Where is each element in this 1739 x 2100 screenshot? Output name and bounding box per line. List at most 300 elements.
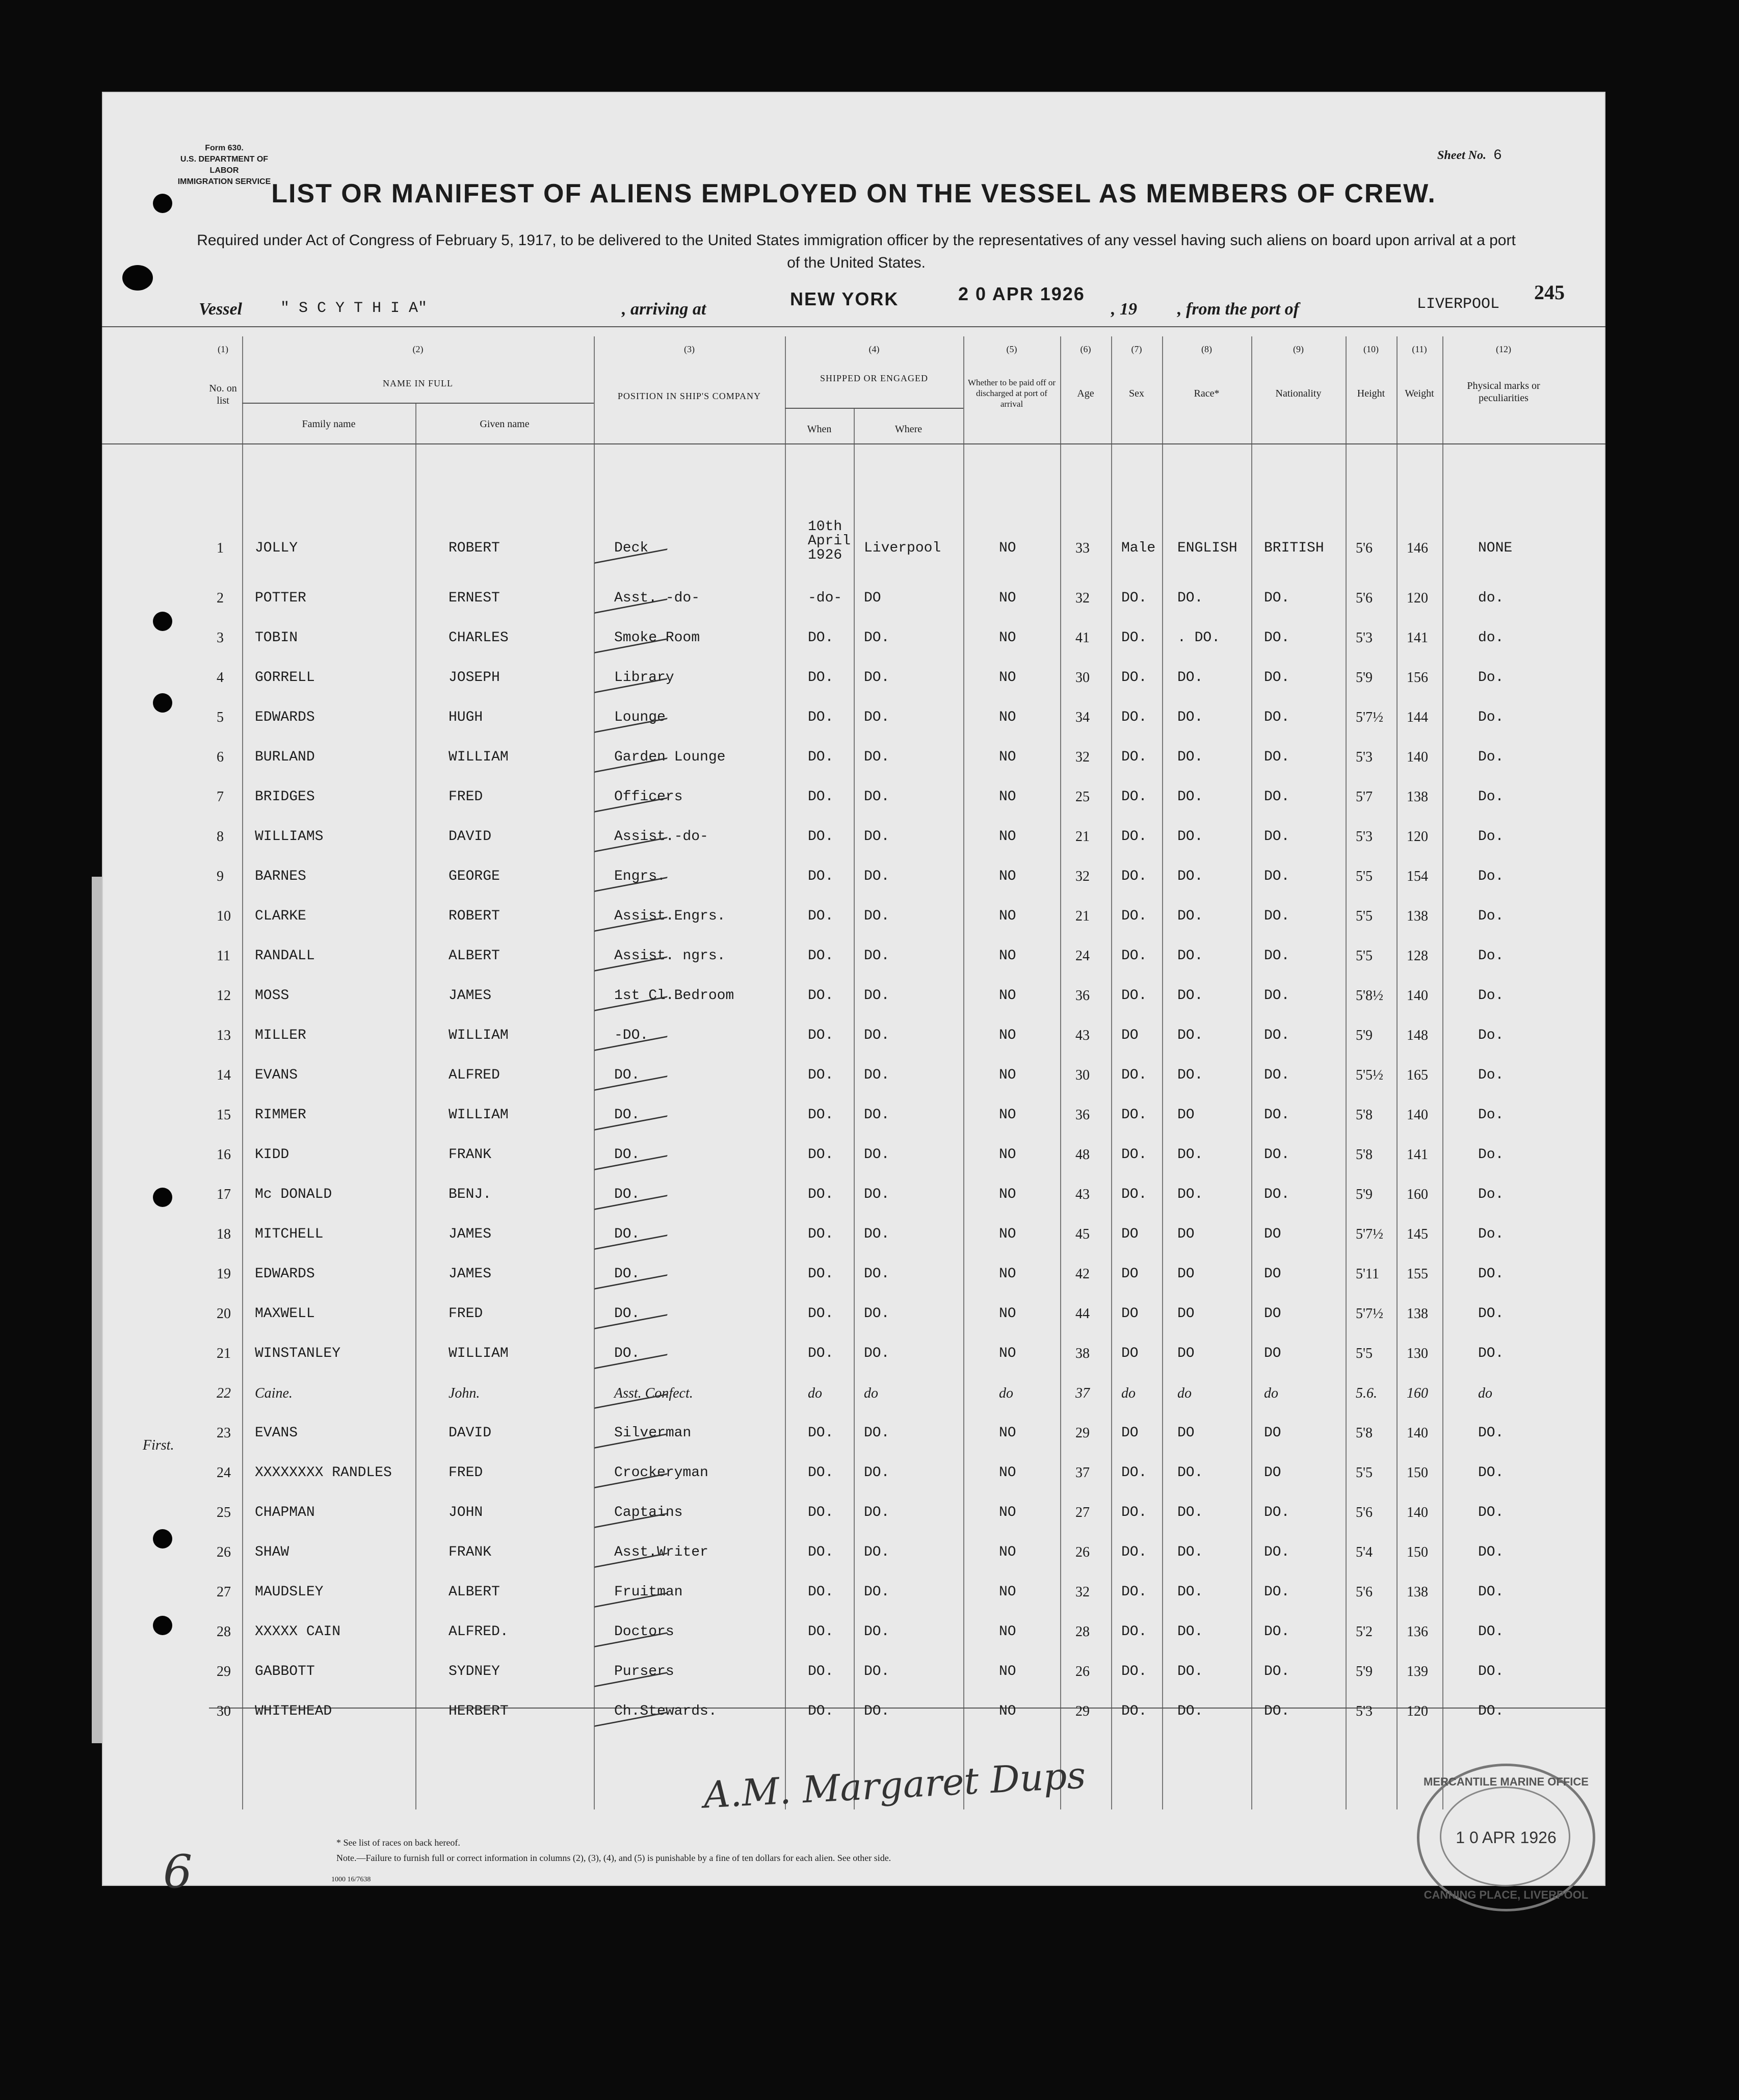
header-bottom-rule <box>102 443 1605 444</box>
nationality: DO. <box>1264 829 1290 845</box>
height: 5'7½ <box>1356 1226 1384 1242</box>
shipped-when: DO. <box>808 710 834 725</box>
age: 34 <box>1075 710 1090 725</box>
family-name: MILLER <box>255 1028 306 1043</box>
family-name: BURLAND <box>255 749 315 765</box>
date-stamp: 2 0 APR 1926 <box>958 283 1085 304</box>
position: DO. <box>614 1147 640 1163</box>
header-paid-off: Whether to be paid off or discharged at port of arrival <box>968 378 1056 409</box>
nationality: DO. <box>1264 1624 1290 1640</box>
shipped-subheader-rule <box>785 408 963 409</box>
row-number: 22 <box>217 1385 231 1401</box>
age: 30 <box>1075 1067 1090 1083</box>
document-title: LIST OR MANIFEST OF ALIENS EMPLOYED ON THE VESSEL AS MEMBERS OF CREW. <box>271 179 1436 208</box>
position: DO. <box>614 1226 640 1242</box>
age: 38 <box>1075 1346 1090 1361</box>
weight: 150 <box>1407 1544 1428 1560</box>
colnum-11: (11) <box>1412 344 1427 354</box>
shipped-where: DO. <box>864 869 890 884</box>
colnum-6: (6) <box>1080 344 1091 354</box>
sex: DO. <box>1121 988 1147 1004</box>
sex: DO. <box>1121 1664 1147 1679</box>
age: 29 <box>1075 1425 1090 1441</box>
shipped-when: DO. <box>808 1624 834 1640</box>
height: 5'5 <box>1356 1346 1373 1361</box>
paid-off: NO <box>999 630 1016 646</box>
row-number: 25 <box>217 1505 231 1520</box>
position: 1st Cl.Bedroom <box>614 988 734 1004</box>
sheet-value: 6 <box>1493 148 1502 164</box>
binder-hole <box>153 1188 172 1207</box>
age: 43 <box>1075 1187 1090 1202</box>
footnote-races: * See list of races on back hereof. <box>336 1838 460 1848</box>
row-number: 24 <box>217 1465 231 1481</box>
height: 5'5 <box>1356 869 1373 884</box>
paid-off: NO <box>999 829 1016 845</box>
physical-marks: DO. <box>1478 1624 1504 1640</box>
department-name: U.S. DEPARTMENT OF LABOR <box>180 155 269 175</box>
race: DO <box>1177 1346 1195 1361</box>
position: DO. <box>614 1187 640 1202</box>
race: DO. <box>1177 1544 1203 1560</box>
stamp-top-text: MERCANTILE MARINE OFFICE <box>1424 1775 1589 1788</box>
nationality: DO. <box>1264 1505 1290 1520</box>
stamp-bottom-text: CANNING PLACE, LIVERPOOL <box>1424 1888 1589 1901</box>
race: DO. <box>1177 1664 1203 1679</box>
weight: 136 <box>1407 1624 1428 1640</box>
age: 29 <box>1075 1703 1090 1719</box>
given-name: John. <box>449 1385 480 1401</box>
row-number: 4 <box>217 670 224 686</box>
height: 5'6 <box>1356 540 1373 556</box>
shipped-when: DO. <box>808 1147 834 1163</box>
paid-off: NO <box>999 1664 1016 1679</box>
row-number: 1 <box>217 540 224 556</box>
race: DO. <box>1177 1703 1203 1719</box>
race: DO. <box>1177 1067 1203 1083</box>
shipped-when: DO. <box>808 908 834 924</box>
height: 5'3 <box>1356 829 1373 845</box>
row-number: 29 <box>217 1664 231 1679</box>
physical-marks: Do. <box>1478 670 1504 686</box>
position: Asst. -do- <box>614 590 700 606</box>
nationality: DO <box>1264 1226 1281 1242</box>
weight: 138 <box>1407 908 1428 924</box>
position: Deck <box>614 540 649 556</box>
row-number: 27 <box>217 1584 231 1600</box>
position: DO. <box>614 1266 640 1282</box>
physical-marks: do <box>1478 1385 1492 1401</box>
given-name: ALBERT <box>449 1584 500 1600</box>
row-number: 12 <box>217 988 231 1004</box>
position: Assist. ngrs. <box>614 948 726 964</box>
physical-marks: DO. <box>1478 1266 1504 1282</box>
shipped-where: DO. <box>864 948 890 964</box>
shipped-where: DO. <box>864 1505 890 1520</box>
weight: 145 <box>1407 1226 1428 1242</box>
age: 24 <box>1075 948 1090 964</box>
height: 5'7½ <box>1356 710 1384 725</box>
shipped-where: DO. <box>864 1107 890 1123</box>
year-label: , 19 <box>1111 300 1137 319</box>
header-height: Height <box>1357 388 1385 399</box>
shipped-where: DO. <box>864 1028 890 1043</box>
row-number: 21 <box>217 1346 231 1361</box>
height: 5'5 <box>1356 948 1373 964</box>
height: 5'5 <box>1356 908 1373 924</box>
sex: DO <box>1121 1346 1139 1361</box>
position: Pursers <box>614 1664 674 1679</box>
family-name: Mc DONALD <box>255 1187 332 1202</box>
colnum-12: (12) <box>1496 344 1511 354</box>
race: DO. <box>1177 749 1203 765</box>
shipped-when: DO. <box>808 1028 834 1043</box>
height: 5'3 <box>1356 749 1373 765</box>
paid-off: NO <box>999 1584 1016 1600</box>
position: Asst. Confect. <box>614 1385 693 1401</box>
shipped-when: DO. <box>808 1584 834 1600</box>
age: 25 <box>1075 789 1090 805</box>
binder-hole <box>122 265 153 291</box>
check-mark <box>594 529 675 564</box>
paid-off: NO <box>999 1306 1016 1322</box>
shipped-where: DO. <box>864 829 890 845</box>
paid-off: NO <box>999 1703 1016 1719</box>
arriving-port: NEW YORK <box>790 288 899 309</box>
age: 43 <box>1075 1028 1090 1043</box>
table-row <box>102 1624 1605 1663</box>
footnote <box>336 1835 891 1866</box>
vessel-name: " S C Y T H I A" <box>280 300 428 317</box>
position: Asst.Writer <box>614 1544 708 1560</box>
paid-off: NO <box>999 1067 1016 1083</box>
sex: DO. <box>1121 948 1147 964</box>
height: 5'7 <box>1356 789 1373 805</box>
row-number: 30 <box>217 1703 231 1719</box>
given-name: JAMES <box>449 988 492 1004</box>
shipped-when: 10th April 1926 <box>808 519 851 563</box>
sex: DO <box>1121 1226 1139 1242</box>
weight: 144 <box>1407 710 1428 725</box>
given-name: WILLIAM <box>449 749 509 765</box>
race: DO <box>1177 1266 1195 1282</box>
stamp-date: 1 0 APR 1926 <box>1456 1828 1557 1847</box>
nationality: DO <box>1264 1306 1281 1322</box>
weight: 140 <box>1407 1107 1428 1123</box>
nationality: DO. <box>1264 630 1290 646</box>
nationality: DO. <box>1264 988 1290 1004</box>
row-number: 6 <box>217 749 224 765</box>
height: 5'6 <box>1356 1584 1373 1600</box>
row-number: 7 <box>217 789 224 805</box>
family-name: MAXWELL <box>255 1306 315 1322</box>
table-row <box>102 789 1605 828</box>
sex: DO. <box>1121 1505 1147 1520</box>
colnum-5: (5) <box>1006 344 1017 354</box>
physical-marks: Do. <box>1478 988 1504 1004</box>
nationality: DO. <box>1264 1187 1290 1202</box>
age: 32 <box>1075 590 1090 606</box>
height: 5'11 <box>1356 1266 1380 1282</box>
given-name: JOHN <box>449 1505 483 1520</box>
family-name: BARNES <box>255 869 306 884</box>
table-row <box>102 908 1605 947</box>
nationality: DO. <box>1264 710 1290 725</box>
table-row <box>102 1664 1605 1702</box>
colnum-9: (9) <box>1293 344 1304 354</box>
shipped-when: DO. <box>808 988 834 1004</box>
physical-marks: Do. <box>1478 749 1504 765</box>
shipped-when: DO. <box>808 1187 834 1202</box>
shipped-when: DO. <box>808 1306 834 1322</box>
table-row <box>102 670 1605 708</box>
shipped-where: DO. <box>864 1703 890 1719</box>
service-name: IMMIGRATION SERVICE <box>177 177 271 186</box>
age: 26 <box>1075 1544 1090 1560</box>
paid-off: NO <box>999 789 1016 805</box>
paid-off: NO <box>999 1346 1016 1361</box>
age: 21 <box>1075 908 1090 924</box>
shipped-where: DO. <box>864 1187 890 1202</box>
row-number: 20 <box>217 1306 231 1322</box>
weight: 160 <box>1407 1385 1428 1401</box>
binder-hole <box>153 1616 172 1635</box>
race: ENGLISH <box>1177 540 1237 556</box>
sex: DO <box>1121 1306 1139 1322</box>
weight: 156 <box>1407 670 1428 686</box>
race: DO. <box>1177 1584 1203 1600</box>
shipped-where: DO. <box>864 1346 890 1361</box>
physical-marks: Do. <box>1478 1187 1504 1202</box>
shipped-where: DO. <box>864 630 890 646</box>
weight: 141 <box>1407 1147 1428 1163</box>
table-row <box>102 1465 1605 1504</box>
position: -DO. <box>614 1028 649 1043</box>
position: DO. <box>614 1067 640 1083</box>
document-subtitle: Required under Act of Congress of February 5, 1917, to be delivered to the United States immigration officer by the representatives of any vessel having such aliens on board upon arrival at a port of the United States. <box>197 232 1516 271</box>
weight: 120 <box>1407 829 1428 845</box>
race: . DO. <box>1177 630 1221 646</box>
shipped-when: DO. <box>808 1107 834 1123</box>
first-class-note: First. <box>143 1437 174 1453</box>
header-when: When <box>807 424 832 435</box>
physical-marks: Do. <box>1478 829 1504 845</box>
nationality: DO <box>1264 1465 1281 1481</box>
table-row <box>102 749 1605 788</box>
physical-marks: Do. <box>1478 789 1504 805</box>
shipped-where: DO. <box>864 1226 890 1242</box>
row-number: 10 <box>217 908 231 924</box>
weight: 140 <box>1407 988 1428 1004</box>
row-number: 26 <box>217 1544 231 1560</box>
paid-off: NO <box>999 749 1016 765</box>
family-name: EVANS <box>255 1425 298 1441</box>
arriving-label: , arriving at <box>622 300 706 319</box>
family-name: SHAW <box>255 1544 289 1560</box>
sex: DO. <box>1121 1624 1147 1640</box>
given-name: ALBERT <box>449 948 500 964</box>
paid-off: NO <box>999 948 1016 964</box>
vessel-line <box>199 281 1575 326</box>
position: Captains <box>614 1505 683 1520</box>
sex: DO. <box>1121 1465 1147 1481</box>
nationality: DO <box>1264 1346 1281 1361</box>
family-name: GORRELL <box>255 670 315 686</box>
position: Garden Lounge <box>614 749 726 765</box>
table-row <box>102 1107 1605 1146</box>
given-name: FRANK <box>449 1544 492 1560</box>
age: 36 <box>1075 1107 1090 1123</box>
paid-off: do <box>999 1385 1013 1401</box>
race: DO. <box>1177 948 1203 964</box>
header-sex: Sex <box>1129 388 1144 399</box>
sex: DO. <box>1121 1147 1147 1163</box>
sex: DO. <box>1121 1187 1147 1202</box>
vessel-line-rule <box>102 326 1605 327</box>
family-name: EVANS <box>255 1067 298 1083</box>
paid-off: NO <box>999 1266 1016 1282</box>
nationality: DO. <box>1264 1584 1290 1600</box>
shipped-when: DO. <box>808 948 834 964</box>
shipped-where: DO. <box>864 1664 890 1679</box>
age: 48 <box>1075 1147 1090 1163</box>
header-no-on-list: No. on list <box>209 383 237 406</box>
header-nationality: Nationality <box>1275 388 1322 399</box>
shipped-when: DO. <box>808 1067 834 1083</box>
physical-marks: DO. <box>1478 1544 1504 1560</box>
form-number: Form 630. <box>205 144 244 152</box>
shipped-where: DO. <box>864 670 890 686</box>
given-name: WILLIAM <box>449 1107 509 1123</box>
paid-off: NO <box>999 670 1016 686</box>
race: DO. <box>1177 829 1203 845</box>
shipped-where: DO. <box>864 908 890 924</box>
physical-marks: DO. <box>1478 1465 1504 1481</box>
row-number: 18 <box>217 1226 231 1242</box>
colnum-3: (3) <box>684 344 695 354</box>
given-name: WILLIAM <box>449 1346 509 1361</box>
shipped-when: DO. <box>808 1266 834 1282</box>
family-name: BRIDGES <box>255 789 315 805</box>
mercantile-marine-office-stamp <box>1417 1764 1595 1911</box>
family-name: EDWARDS <box>255 1266 315 1282</box>
position: Assist.-do- <box>614 829 708 845</box>
row-number: 11 <box>217 948 230 964</box>
sex: DO <box>1121 1028 1139 1043</box>
table-row <box>102 1028 1605 1066</box>
family-name: POTTER <box>255 590 306 606</box>
table-row <box>102 1425 1605 1464</box>
physical-marks: DO. <box>1478 1346 1504 1361</box>
given-name: DAVID <box>449 829 492 845</box>
header-race: Race* <box>1194 388 1220 399</box>
weight: 155 <box>1407 1266 1428 1282</box>
height: 5'8 <box>1356 1147 1373 1163</box>
row-number: 23 <box>217 1425 231 1441</box>
given-name: FRED <box>449 789 483 805</box>
row-number: 8 <box>217 829 224 845</box>
weight: 140 <box>1407 1505 1428 1520</box>
row-number: 14 <box>217 1067 231 1083</box>
given-name: ROBERT <box>449 908 500 924</box>
header-position: POSITION IN SHIP'S COMPANY <box>617 391 761 401</box>
race: DO. <box>1177 1187 1203 1202</box>
race: do <box>1177 1385 1192 1401</box>
sex: DO. <box>1121 829 1147 845</box>
row-number: 2 <box>217 590 224 606</box>
age: 30 <box>1075 670 1090 686</box>
table-row <box>102 1544 1605 1583</box>
sex: DO. <box>1121 630 1147 646</box>
shipped-where: DO. <box>864 988 890 1004</box>
shipped-where: do <box>864 1385 878 1401</box>
family-name: RIMMER <box>255 1107 306 1123</box>
weight: 139 <box>1407 1664 1428 1679</box>
name-subheader-rule <box>242 403 594 404</box>
weight: 140 <box>1407 749 1428 765</box>
race: DO. <box>1177 1624 1203 1640</box>
given-name: SYDNEY <box>449 1664 500 1679</box>
height: 5'7½ <box>1356 1306 1384 1322</box>
nationality: DO. <box>1264 948 1290 964</box>
paid-off: NO <box>999 1147 1016 1163</box>
sex: DO <box>1121 1266 1139 1282</box>
age: 42 <box>1075 1266 1090 1282</box>
colnum-7: (7) <box>1131 344 1142 354</box>
age: 36 <box>1075 988 1090 1004</box>
weight: 128 <box>1407 948 1428 964</box>
table-row <box>102 948 1605 987</box>
sex: DO. <box>1121 869 1147 884</box>
table-row <box>102 1187 1605 1225</box>
family-name: KIDD <box>255 1147 289 1163</box>
sex: DO. <box>1121 1544 1147 1560</box>
table-row <box>102 519 1605 579</box>
sex: DO. <box>1121 1703 1147 1719</box>
from-label: , from the port of <box>1177 300 1299 319</box>
weight: 165 <box>1407 1067 1428 1083</box>
position: Engrs. <box>614 869 666 884</box>
race: DO. <box>1177 670 1203 686</box>
given-name: HERBERT <box>449 1703 509 1719</box>
shipped-when: DO. <box>808 1505 834 1520</box>
shipped-where: DO. <box>864 1465 890 1481</box>
nationality: DO. <box>1264 1147 1290 1163</box>
sex: DO. <box>1121 1584 1147 1600</box>
sex: DO. <box>1121 1067 1147 1083</box>
weight: 120 <box>1407 1703 1428 1719</box>
age: 45 <box>1075 1226 1090 1242</box>
nationality: DO. <box>1264 1544 1290 1560</box>
age: 28 <box>1075 1624 1090 1640</box>
age: 32 <box>1075 869 1090 884</box>
given-name: DAVID <box>449 1425 492 1441</box>
colnum-10: (10) <box>1363 344 1379 354</box>
given-name: ALFRED. <box>449 1624 509 1640</box>
weight: 160 <box>1407 1187 1428 1202</box>
family-name: XXXXXXXX RANDLES <box>255 1465 392 1481</box>
shipped-where: DO. <box>864 1584 890 1600</box>
shipped-when: -do- <box>808 590 842 606</box>
given-name: JOSEPH <box>449 670 500 686</box>
form-code: 1000 16/7638 <box>331 1876 371 1883</box>
sheet-number <box>1437 148 1502 164</box>
physical-marks: DO. <box>1478 1664 1504 1679</box>
position: Crockeryman <box>614 1465 708 1481</box>
family-name: WILLIAMS <box>255 829 324 845</box>
height: 5'4 <box>1356 1544 1373 1560</box>
given-name: ALFRED <box>449 1067 500 1083</box>
